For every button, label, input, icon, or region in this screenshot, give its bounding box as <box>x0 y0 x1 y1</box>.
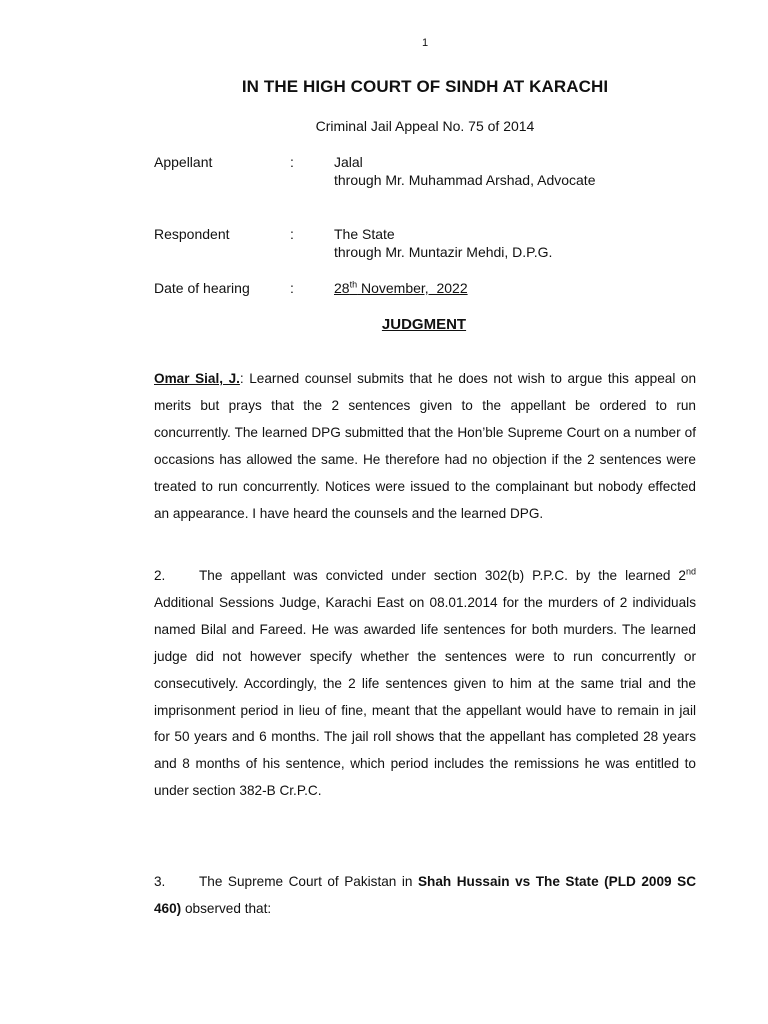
paragraph-3-text-a: The Supreme Court of Pakistan in <box>199 874 418 889</box>
paragraph-2-text-b: Additional Sessions Judge, Karachi East on 08.01.2014 for the murders of 2 individuals named Bilal and Fareed. He was awarded life sentences for both murders. The learned judge did not however specify whether the sentences were to run concurrently or consecutively. Accordingly, the 2 life sentences given to him at the same trial and the imprisonment period in lieu of fine, meant that the appellant would have to remain in jail for 50 years and 6 months. The jail roll shows that the appellant has completed 28 years and 8 months of his sentence, which period includes the remissions he was entitled to under section 382-B Cr.P.C. <box>154 594 696 799</box>
paragraph-3-text-b: observed that: <box>181 900 272 916</box>
respondent-name: The State <box>334 226 395 242</box>
case-citation: Shah Hussain vs The State (PLD 2009 SC 460) <box>154 874 697 916</box>
court-title: IN THE HIGH COURT OF SINDH AT KARACHI <box>241 77 609 96</box>
judgment-heading: JUDGMENT <box>381 316 467 333</box>
appellant-colon: : <box>290 154 294 170</box>
case-title: Criminal Jail Appeal No. 75 of 2014 <box>315 118 535 134</box>
paragraph-2-number: 2. <box>154 568 166 583</box>
hearing-month-year: November, 2022 <box>357 280 468 296</box>
paragraph-2-ordinal: nd <box>685 566 696 577</box>
page-number: 1 <box>421 37 429 49</box>
hearing-date <box>334 279 468 297</box>
hearing-colon: : <box>290 280 294 296</box>
paragraph-3-number: 3. <box>154 874 166 889</box>
respondent-label: Respondent <box>154 226 230 242</box>
appellant-name: Jalal <box>334 154 363 170</box>
hearing-day-suffix: th <box>349 279 358 290</box>
respondent-colon: : <box>290 226 294 242</box>
hearing-day: 28 <box>334 280 350 296</box>
paragraph-3 <box>154 869 696 923</box>
paragraph-1 <box>154 366 696 527</box>
hearing-label: Date of hearing <box>154 280 250 296</box>
appellant-counsel: through Mr. Muhammad Arshad, Advocate <box>334 172 596 188</box>
appellant-label: Appellant <box>154 154 213 170</box>
paragraph-2 <box>154 563 696 805</box>
paragraph-2-text-a: The appellant was convicted under section 302(b) P.P.C. by the learned 2 <box>199 568 686 583</box>
paragraph-1-text: : Learned counsel submits that he does not wish to argue this appeal on merits but prays that the 2 sentences given to the appellant be ordered to run concurrently. The learned DPG submitted that the Hon’ble Supreme Court on a number of occasions has allowed the same. He therefore had no objection if the 2 sentences were treated to run concurrently. Notices were issued to the complainant but nobody effected an appearance. I have heard the counsels and the learned DPG. <box>154 371 697 521</box>
respondent-counsel: through Mr. Muntazir Mehdi, D.P.G. <box>334 244 553 260</box>
appellant-value <box>334 153 595 189</box>
respondent-value <box>334 225 552 261</box>
judge-name: Omar Sial, J. <box>154 371 240 386</box>
